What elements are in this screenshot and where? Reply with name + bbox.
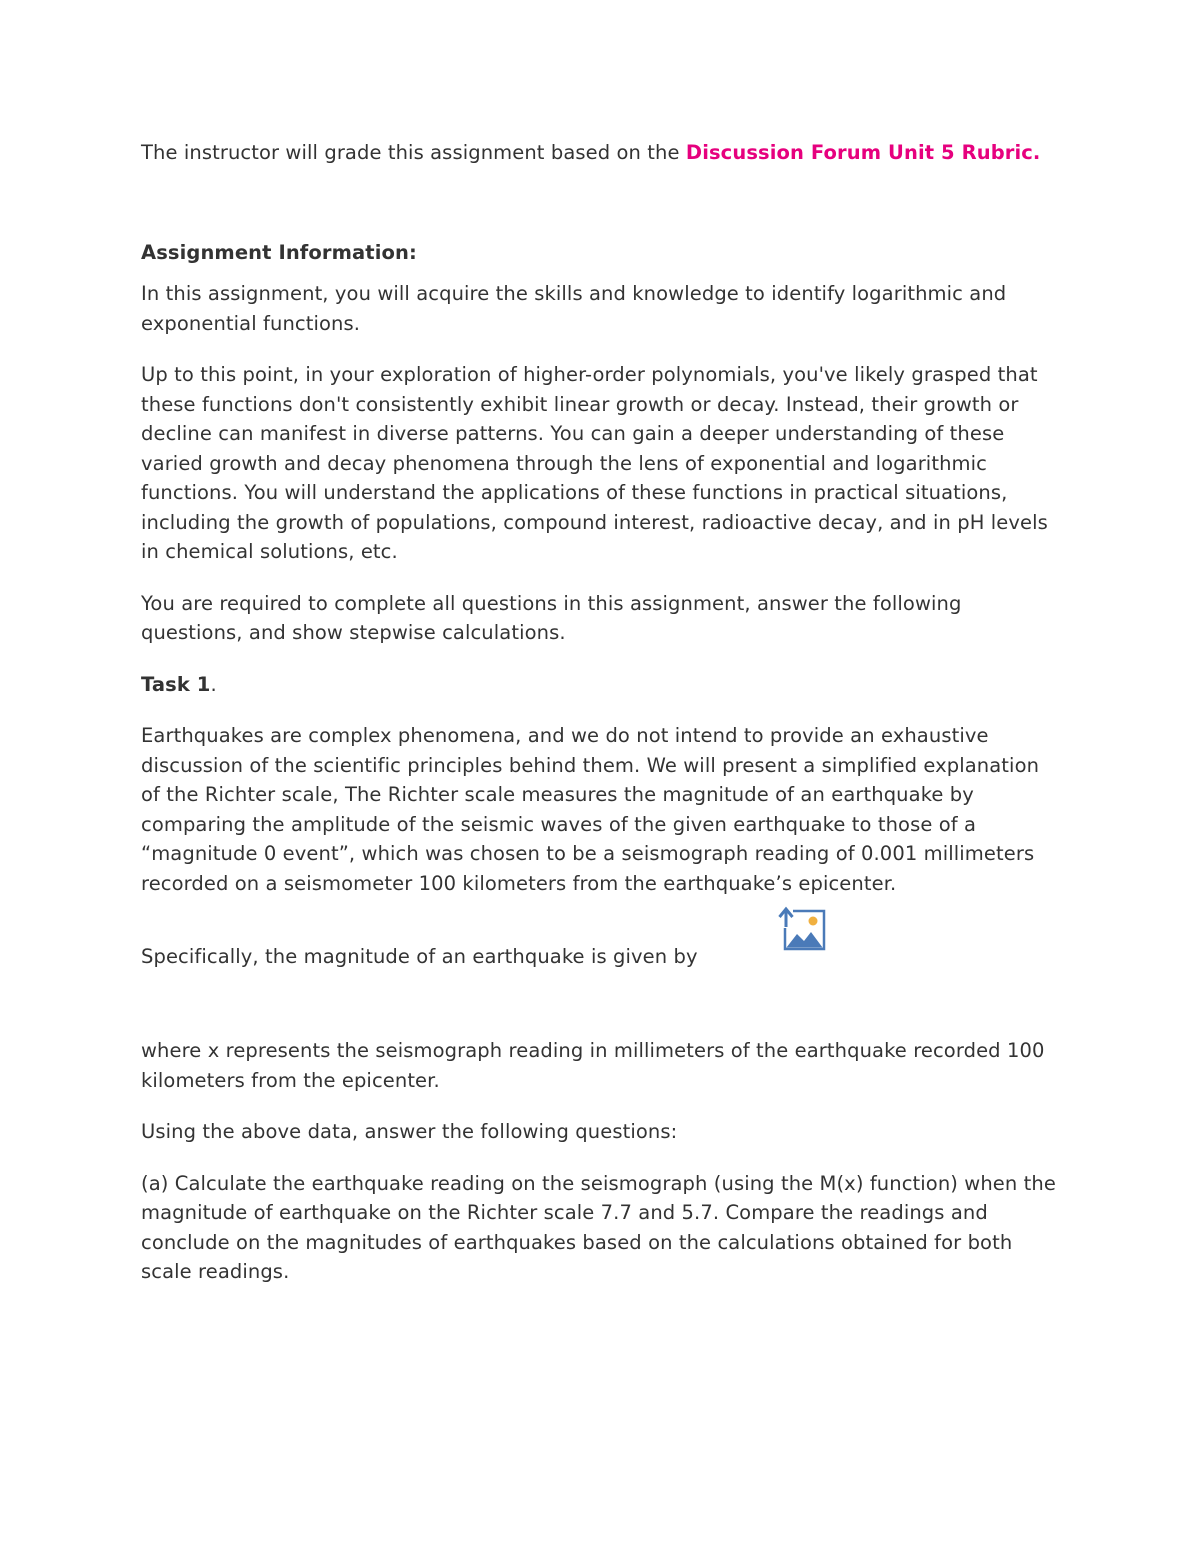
assignment-info-paragraph-1: In this assignment, you will acquire the skills and knowledge to identify logarithmic and exponential functions.	[141, 282, 1007, 335]
task1-question-a: (a) Calculate the earthquake reading on the seismograph (using the M(x) function) when the magnitude of earthquake on the Richter scale 7.7 and 5.7. Compare the readings and conclude on the magnitudes of earthquakes based on the calculations obtained for both scale readings.	[141, 1171, 1056, 1283]
intro-text: The instructor will grade this assignment based on the	[141, 141, 686, 164]
task1-paragraph-3: Using the above data, answer the following questions:	[141, 1120, 678, 1143]
rubric-link[interactable]: Discussion Forum Unit 5 Rubric.	[685, 141, 1041, 164]
document-body	[141, 138, 1061, 1309]
task1-paragraph-2: where x represents the seismograph reading in millimeters of the earthquake recorded 100 kilometers from the epicenter.	[141, 1039, 1045, 1092]
assignment-info-paragraph-2: Up to this point, in your exploration of higher-order polynomials, you've likely grasped that these functions don't consistently exhibit linear growth or decay. Instead, their growth or decline can manifest in diverse patterns. You can gain a deeper understanding of these varied growth and decay phenomena through the lens of exponential and logarithmic functions. You will understand the applications of these functions in practical situations, including the growth of populations, compound interest, radioactive decay, and in pH levels in chemical solutions, etc.	[141, 363, 1048, 563]
task1-paragraph-1: Earthquakes are complex phenomena, and we do not intend to provide an exhaustive discussion of the scientific principles behind them. We will present a simplified explanation of the Richter scale, The Richter scale measures the magnitude of an earthquake by comparing the amplitude of the seismic waves of the given earthquake to those of a “magnitude 0 event”, which was chosen to be a seismograph reading of 0.001 millimeters recorded on a seismometer 100 kilometers from the earthquake’s epicenter.	[141, 724, 1040, 895]
formula-row	[141, 942, 1061, 972]
task1-heading-label: Task 1	[141, 672, 211, 696]
task1-heading	[141, 670, 1061, 700]
task1-heading-suffix: .	[210, 672, 217, 696]
assignment-info-paragraph-3: You are required to complete all questions in this assignment, answer the following questions, and show stepwise calculations.	[141, 591, 962, 644]
formula-intro-text: Specifically, the magnitude of an earthquake is given by	[141, 945, 698, 968]
assignment-info-heading: Assignment Information:	[141, 240, 417, 264]
image-upload-icon[interactable]	[777, 906, 827, 952]
intro-paragraph	[141, 138, 1061, 168]
